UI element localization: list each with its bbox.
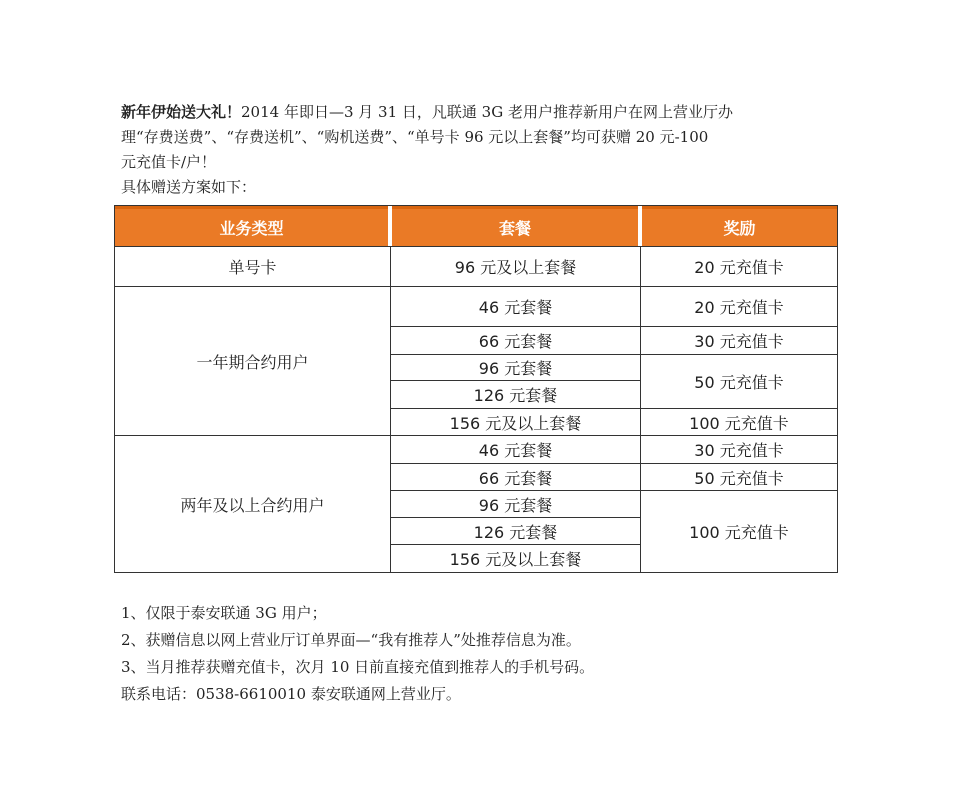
reward-cell: 20 元充值卡 xyxy=(694,258,784,277)
header-business-type: 业务类型 xyxy=(115,206,388,246)
plan-cell: 126 元套餐 xyxy=(473,386,558,405)
intro-line-3: 元充值卡/户！ xyxy=(121,153,217,171)
contact-line: 联系电话：0538-6610010 泰安联通网上营业厅。 xyxy=(121,685,461,703)
intro-line-4: 具体赠送方案如下： xyxy=(121,178,257,196)
header-plan: 套餐 xyxy=(392,206,638,246)
reward-cell: 30 元充值卡 xyxy=(694,332,784,351)
intro-line-1 xyxy=(121,100,837,125)
plan-cell: 156 元及以上套餐 xyxy=(449,550,582,569)
header-reward: 奖励 xyxy=(642,206,837,246)
plan-cell: 96 元及以上套餐 xyxy=(454,258,577,277)
reward-cell: 50 元充值卡 xyxy=(694,373,784,392)
reward-cell: 100 元充值卡 xyxy=(689,413,789,433)
business-type-cell: 两年及以上合约用户 xyxy=(180,495,325,515)
intro-lead: 新年伊始送大礼！ xyxy=(121,103,242,121)
intro-line-2: 理“存费送费”、“存费送机”、“购机送费”、“单号卡 96 元以上套餐”均可获赠 20 元-100 xyxy=(121,128,709,146)
plan-cell: 96 元套餐 xyxy=(478,359,553,378)
plan-cell: 46 元套餐 xyxy=(478,298,553,317)
note-line: 1、仅限于泰安联通 3G 用户； xyxy=(121,604,327,622)
intro-paragraph xyxy=(121,100,837,200)
reward-cell: 100 元充值卡 xyxy=(689,523,789,542)
plan-cell: 156 元及以上套餐 xyxy=(449,413,582,433)
business-type-cell: 一年期合约用户 xyxy=(196,352,309,372)
business-type-cell: 单号卡 xyxy=(228,258,277,277)
reward-cell: 50 元充值卡 xyxy=(694,468,784,488)
reward-cell: 30 元充值卡 xyxy=(694,441,784,460)
plan-cell: 126 元套餐 xyxy=(473,522,558,542)
plan-cell: 66 元套餐 xyxy=(478,468,553,488)
intro-line-1-rest: 2014 年即日—3 月 31 日，凡联通 3G 老用户推荐新用户在网上营业厅办 xyxy=(241,103,733,121)
reward-cell: 20 元充值卡 xyxy=(694,298,784,317)
reward-table xyxy=(114,205,838,573)
plan-cell: 46 元套餐 xyxy=(478,441,553,460)
table-header xyxy=(115,206,837,246)
note-line: 2、获赠信息以网上营业厅订单界面—“我有推荐人”处推荐信息为准。 xyxy=(121,631,581,649)
plan-cell: 96 元套餐 xyxy=(478,495,553,515)
notes-section xyxy=(121,600,837,708)
note-line: 3、当月推荐获赠充值卡，次月 10 日前直接充值到推荐人的手机号码。 xyxy=(121,658,595,676)
plan-cell: 66 元套餐 xyxy=(478,332,553,351)
